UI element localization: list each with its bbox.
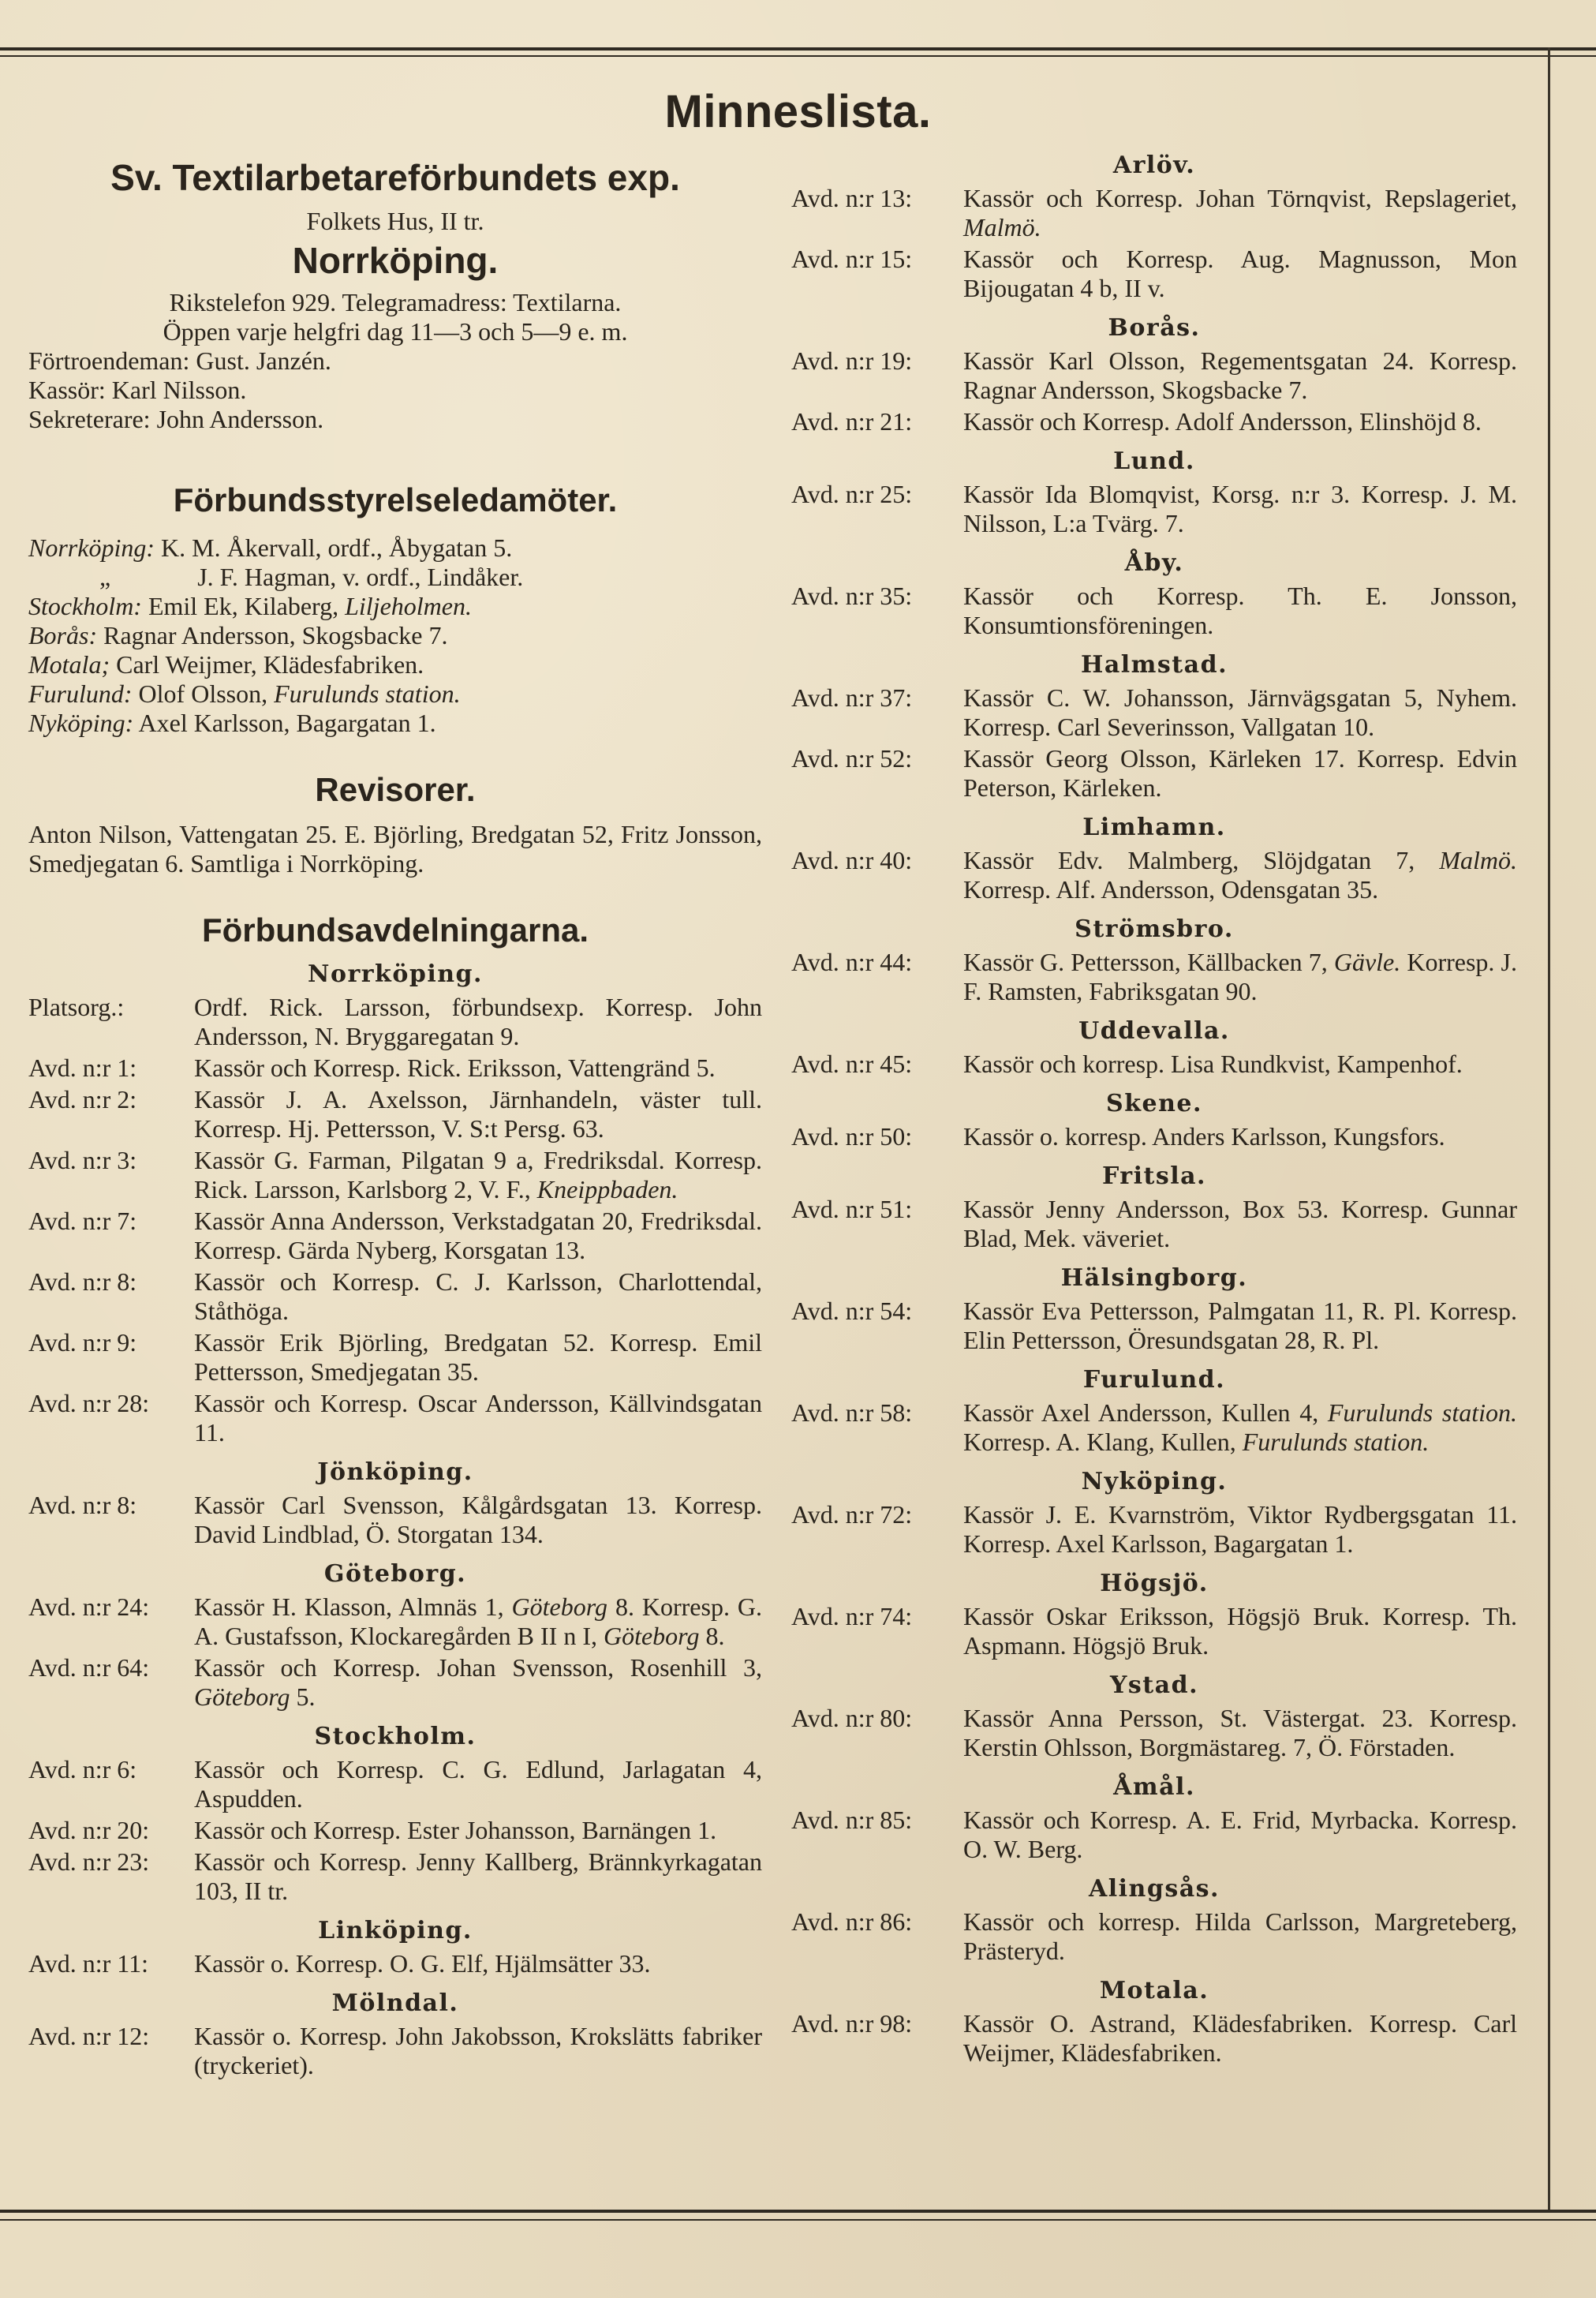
- city-heading: Mölndal.: [331, 1989, 459, 2017]
- city-heading: Skene.: [1106, 1090, 1202, 1117]
- entry-label: Avd. n:r 8:: [28, 1267, 137, 1296]
- revisorer-text: Anton Nilson, Vattengatan 25. E. Björling, Bredgatan 52, Fritz Jonsson, Smedjegatan 6. Samtliga i Norrköping.: [28, 820, 762, 878]
- entry-label: Avd. n:r 35:: [791, 582, 913, 610]
- left-column: [28, 140, 762, 2083]
- list-item: [28, 1755, 762, 1813]
- entry-text: Kassör J. E. Kvarnström, Viktor Rydbergsgatan 11. Korresp. Axel Karlsson, Bagargatan 1.: [963, 1500, 1517, 1558]
- entry-label: Avd. n:r 20:: [28, 1816, 150, 1844]
- entry-text: Kassör G. Pettersson, Källbacken 7, Gävle. Korresp. J. F. Ramsten, Fabriksgatan 90.: [963, 948, 1518, 1005]
- entry-text: Kassör Oskar Eriksson, Högsjö Bruk. Korresp. Th. Aspmann. Högsjö Bruk.: [963, 1602, 1517, 1660]
- entry-text: Kassör C. W. Johansson, Järnvägsgatan 5, Nyhem. Korresp. Carl Severinsson, Vallgatan 10.: [963, 683, 1517, 741]
- entry-label: Avd. n:r 64:: [28, 1653, 150, 1682]
- entry-label: Avd. n:r 37:: [791, 683, 913, 712]
- entry-label: Avd. n:r 52:: [791, 744, 913, 773]
- city-heading: Fritsla.: [1102, 1162, 1206, 1190]
- list-item: [791, 948, 1517, 1006]
- entry-label: Avd. n:r 21:: [791, 407, 913, 436]
- list-item: [28, 1389, 762, 1447]
- entry-text: Kassör och Korresp. Johan Törnqvist, Repslageriet, Malmö.: [963, 184, 1517, 241]
- exp-address: Folkets Hus, II tr.: [306, 207, 484, 235]
- list-item: [791, 582, 1517, 640]
- list-item: [791, 1500, 1517, 1559]
- entry-text: Kassör och Korresp. Jenny Kallberg, Brännkyrkagatan 103, II tr.: [194, 1847, 762, 1905]
- list-item: [791, 1704, 1517, 1762]
- board-member: „ J. F. Hagman, v. ordf., Lindåker.: [99, 563, 524, 591]
- city-heading: Stockholm.: [314, 1723, 477, 1750]
- city-heading: Hälsingborg.: [1060, 1264, 1248, 1292]
- board-member: Furulund: Olof Olsson, Furulunds station.: [28, 679, 461, 708]
- bottom-rule-thin: [0, 2219, 1596, 2221]
- list-item: [28, 1207, 762, 1265]
- exp-line-secretary: Sekreterare: John Andersson.: [28, 405, 324, 433]
- list-item: [28, 1491, 762, 1549]
- exp-city: Norrköping.: [292, 240, 499, 281]
- entry-text: Kassör H. Klasson, Almnäs 1, Göteborg 8. Korresp. G. A. Gustafsson, Klockaregården B II n I, Göteborg 8.: [194, 1593, 763, 1650]
- city-heading: Alingsås.: [1088, 1875, 1220, 1903]
- list-item: [28, 2022, 762, 2080]
- entry-text: Kassör och Korresp. C. G. Edlund, Jarlagatan 4, Aspudden.: [194, 1755, 762, 1813]
- top-rule: [0, 47, 1596, 51]
- right-column: [791, 140, 1517, 2070]
- list-item: [791, 1602, 1517, 1660]
- list-item: [791, 1050, 1517, 1079]
- city-heading: Åmål.: [1113, 1773, 1195, 1801]
- board-member: Nyköping: Axel Karlsson, Bagargatan 1.: [28, 709, 436, 737]
- entry-label: Avd. n:r 50:: [791, 1122, 913, 1151]
- entry-label: Avd. n:r 12:: [28, 2022, 150, 2050]
- entry-label: Avd. n:r 11:: [28, 1949, 148, 1978]
- top-rule-thin: [0, 55, 1596, 57]
- entry-label: Avd. n:r 8:: [28, 1491, 137, 1519]
- entry-label: Avd. n:r 13:: [791, 184, 913, 212]
- exp-line-phone: Rikstelefon 929. Telegramadress: Textilarna.: [169, 288, 622, 316]
- list-item: [28, 1847, 762, 1906]
- revisorer-heading: Revisorer.: [315, 771, 476, 808]
- list-item: [28, 1146, 762, 1204]
- list-item: [28, 1267, 762, 1326]
- list-item: [791, 1398, 1517, 1457]
- entry-label: Platsorg.:: [28, 993, 125, 1021]
- city-heading: Lund.: [1113, 447, 1195, 475]
- entry-text: Kassör och Korresp. Th. E. Jonsson, Konsumtionsföreningen.: [963, 582, 1517, 639]
- entry-label: Avd. n:r 58:: [791, 1398, 913, 1427]
- list-item: [791, 407, 1517, 436]
- entry-label: Avd. n:r 85:: [791, 1806, 913, 1834]
- entry-text: Kassör och Korresp. Adolf Andersson, Elinshöjd 8.: [963, 407, 1482, 436]
- city-heading: Högsjö.: [1100, 1570, 1209, 1597]
- entry-label: Avd. n:r 51:: [791, 1195, 913, 1223]
- city-heading: Göteborg.: [323, 1560, 467, 1588]
- entry-text: Kassör och Korresp. C. J. Karlsson, Charlottendal, Ståthöga.: [194, 1267, 762, 1325]
- entry-text: Kassör O. Astrand, Klädesfabriken. Korresp. Carl Weijmer, Klädesfabriken.: [963, 2009, 1517, 2067]
- list-item: [791, 1195, 1517, 1253]
- entry-text: Kassör och Korresp. Oscar Andersson, Källvindsgatan 11.: [194, 1389, 762, 1447]
- board-heading: Förbundsstyrelseledamöter.: [173, 481, 618, 518]
- entry-text: Kassör och Korresp. Johan Svensson, Rosenhill 3, Göteborg 5.: [194, 1653, 762, 1711]
- entry-label: Avd. n:r 45:: [791, 1050, 913, 1078]
- city-heading: Strömsbro.: [1075, 915, 1234, 943]
- board-member: Stockholm: Emil Ek, Kilaberg, Liljeholmen.: [28, 592, 472, 620]
- city-heading: Limhamn.: [1082, 814, 1226, 841]
- city-heading: Linköping.: [318, 1917, 473, 1944]
- entry-text: Kassör Carl Svensson, Kålgårdsgatan 13. Korresp. David Lindblad, Ö. Storgatan 134.: [194, 1491, 762, 1548]
- entry-label: Avd. n:r 24:: [28, 1593, 150, 1621]
- list-item: [791, 2009, 1517, 2068]
- entry-text: Kassör J. A. Axelsson, Järnhandeln, väster tull. Korresp. Hj. Pettersson, V. S:t Persg. 63.: [194, 1085, 762, 1143]
- city-heading: Borås.: [1108, 314, 1201, 342]
- city-heading: Furulund.: [1082, 1366, 1226, 1394]
- right-rule: [1548, 47, 1550, 2211]
- entry-text: Kassör Karl Olsson, Regementsgatan 24. Korresp. Ragnar Andersson, Skogsbacke 7.: [963, 346, 1517, 404]
- list-item: [791, 1122, 1517, 1151]
- list-item: [791, 346, 1517, 405]
- entry-label: Avd. n:r 54:: [791, 1297, 913, 1325]
- right-groups: [791, 152, 1517, 2068]
- entry-text: Kassör och korresp. Lisa Rundkvist, Kampenhof.: [963, 1050, 1463, 1078]
- entry-text: Kassör G. Farman, Pilgatan 9 a, Fredriksdal. Korresp. Rick. Larsson, Karlsborg 2, V. F., Kneippbaden.: [194, 1146, 762, 1203]
- entry-text: Kassör Anna Persson, St. Västergat. 23. Korresp. Kerstin Ohlsson, Borgmästareg. 7, Ö. Förstaden.: [963, 1704, 1517, 1761]
- entry-text: Kassör Anna Andersson, Verkstadgatan 20, Fredriksdal. Korresp. Gärda Nyberg, Korsgatan 13.: [194, 1207, 762, 1264]
- list-item: [791, 184, 1517, 242]
- entry-label: Avd. n:r 44:: [791, 948, 913, 976]
- list-item: [791, 846, 1517, 904]
- city-heading: Arlöv.: [1112, 152, 1196, 179]
- list-item: [28, 1054, 762, 1083]
- entry-text: Kassör Georg Olsson, Kärleken 17. Korresp. Edvin Peterson, Kärleken.: [963, 744, 1517, 802]
- entry-text: Kassör o. korresp. Anders Karlsson, Kungsfors.: [963, 1122, 1445, 1151]
- entry-label: Avd. n:r 72:: [791, 1500, 913, 1529]
- list-item: [791, 245, 1517, 303]
- entry-label: Avd. n:r 80:: [791, 1704, 913, 1732]
- list-item: [791, 1806, 1517, 1864]
- city-heading: Norrköping.: [308, 960, 483, 988]
- entry-label: Avd. n:r 86:: [791, 1907, 913, 1936]
- city-heading: Åby.: [1124, 549, 1184, 577]
- board-member: Borås: Ragnar Andersson, Skogsbacke 7.: [28, 621, 448, 649]
- city-heading: Motala.: [1099, 1977, 1209, 2004]
- entry-text: Kassör och Korresp. A. E. Frid, Myrbacka. Korresp. O. W. Berg.: [963, 1806, 1517, 1863]
- entry-label: Avd. n:r 19:: [791, 346, 913, 375]
- entry-text: Kassör Jenny Andersson, Box 53. Korresp. Gunnar Blad, Mek. väveriet.: [963, 1195, 1517, 1252]
- entry-label: Avd. n:r 15:: [791, 245, 913, 273]
- list-item: [791, 1907, 1517, 1966]
- list-item: [28, 1085, 762, 1143]
- entry-label: Avd. n:r 9:: [28, 1328, 137, 1357]
- entry-text: Kassör Eva Pettersson, Palmgatan 11, R. Pl. Korresp. Elin Pettersson, Öresundsgatan 28, R. Pl.: [963, 1297, 1517, 1354]
- entry-text: Kassör och Korresp. Ester Johansson, Barnängen 1.: [194, 1816, 717, 1844]
- list-item: [28, 1328, 762, 1387]
- list-item: [791, 1297, 1517, 1355]
- board-member: Norrköping: K. M. Åkervall, ordf., Åbygatan 5.: [28, 533, 513, 562]
- entry-text: Kassör Axel Andersson, Kullen 4, Furulunds station. Korresp. A. Klang, Kullen, Furulunds station.: [963, 1398, 1518, 1456]
- entry-text: Kassör o. Korresp. O. G. Elf, Hjälmsätter 33.: [194, 1949, 651, 1978]
- entry-label: Avd. n:r 98:: [791, 2009, 913, 2038]
- list-item: [28, 1593, 762, 1651]
- bottom-rule: [0, 2210, 1596, 2213]
- board-list: [28, 533, 762, 738]
- entry-label: Avd. n:r 3:: [28, 1146, 137, 1174]
- list-item: [28, 1949, 762, 1978]
- entry-text: Kassör o. Korresp. John Jakobsson, Krokslätts fabriker (tryckeriet).: [194, 2022, 762, 2079]
- list-item: [791, 480, 1517, 538]
- page-title: Minneslista.: [664, 86, 932, 137]
- entry-text: Ordf. Rick. Larsson, förbundsexp. Korresp. John Andersson, N. Bryggaregatan 9.: [194, 993, 762, 1050]
- city-heading: Jönköping.: [317, 1458, 473, 1486]
- exp-line-cashier: Kassör: Karl Nilsson.: [28, 376, 247, 404]
- entry-text: Kassör Ida Blomqvist, Korsg. n:r 3. Korresp. J. M. Nilsson, L:a Tvärg. 7.: [963, 480, 1517, 537]
- list-item: [28, 1816, 762, 1845]
- list-item: [791, 683, 1517, 742]
- exp-heading: Sv. Textilarbetareförbundets exp.: [110, 157, 680, 198]
- entry-label: Avd. n:r 6:: [28, 1755, 137, 1783]
- list-item: [28, 1653, 762, 1712]
- entry-label: Avd. n:r 25:: [791, 480, 913, 508]
- entry-label: Avd. n:r 7:: [28, 1207, 137, 1235]
- entry-label: Avd. n:r 28:: [28, 1389, 150, 1417]
- exp-line-trustee: Förtroendeman: Gust. Janzén.: [28, 346, 331, 375]
- city-heading: Ystad.: [1109, 1671, 1199, 1699]
- entry-text: Kassör Erik Björling, Bredgatan 52. Korresp. Emil Pettersson, Smedjegatan 35.: [194, 1328, 762, 1386]
- entry-label: Avd. n:r 1:: [28, 1054, 137, 1082]
- entry-text: Kassör och Korresp. Aug. Magnusson, Mon Bijougatan 4 b, II v.: [963, 245, 1517, 302]
- entry-text: Kassör Edv. Malmberg, Slöjdgatan 7, Malmö. Korresp. Alf. Andersson, Odensgatan 35.: [963, 846, 1517, 904]
- list-item: [791, 744, 1517, 803]
- entry-text: Kassör och korresp. Hilda Carlsson, Margreteberg, Prästeryd.: [963, 1907, 1517, 1965]
- city-heading: Nyköping.: [1081, 1468, 1228, 1495]
- city-heading: Halmstad.: [1080, 651, 1228, 679]
- city-heading: Uddevalla.: [1078, 1017, 1230, 1045]
- exp-line-hours: Öppen varje helgfri dag 11—3 och 5—9 e. m.: [163, 317, 628, 346]
- entry-label: Avd. n:r 23:: [28, 1847, 150, 1876]
- entry-label: Avd. n:r 40:: [791, 846, 913, 874]
- list-item: [28, 993, 762, 1051]
- board-member: Motala; Carl Weijmer, Klädesfabriken.: [28, 650, 424, 679]
- entry-text: Kassör och Korresp. Rick. Eriksson, Vattengränd 5.: [194, 1054, 716, 1082]
- entry-label: Avd. n:r 74:: [791, 1602, 913, 1630]
- entry-label: Avd. n:r 2:: [28, 1085, 137, 1113]
- left-groups: [28, 960, 762, 2080]
- avdelningar-heading: Förbundsavdelningarna.: [201, 911, 589, 949]
